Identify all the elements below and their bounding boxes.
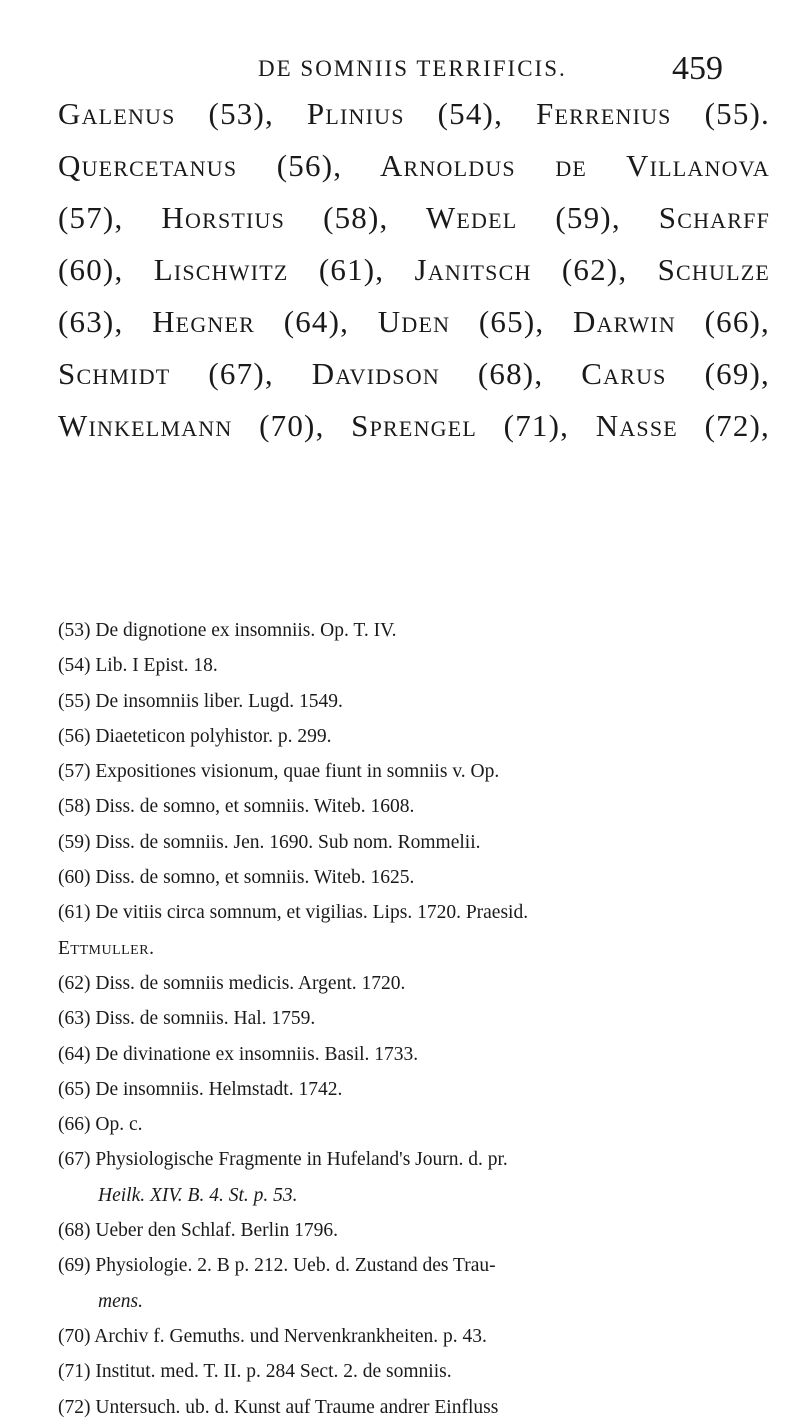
footnote-58: (58) Diss. de somno, et somniis. Witeb. 1608. [58, 796, 415, 818]
main-text-line: (57), Horstius (58), Wedel (59), Scharff [58, 200, 770, 235]
footnote-67: (67) Physiologische Fragmente in Hufeland's Journ. d. pr. [58, 1149, 508, 1171]
running-title: DE SOMNIIS TERRIFICIS. [258, 56, 567, 81]
footnote-57: (57) Expositiones visionum, quae fiunt in somniis v. Op. [58, 761, 500, 783]
footnote-55: (55) De insomniis liber. Lugd. 1549. [58, 690, 343, 712]
footnote-64: (64) De divinatione ex insomniis. Basil. 1733. [58, 1043, 419, 1065]
footnotes [58, 613, 770, 1425]
footnote-65: (65) De insomniis. Helmstadt. 1742. [58, 1078, 343, 1100]
page-number: 459 [672, 50, 723, 87]
main-text-line: Galenus (53), Plinius (54), Ferrenius (55). [58, 96, 770, 131]
footnote-61-continuation: Ettmuller. [58, 937, 155, 959]
footnote-56: (56) Diaeteticon polyhistor. p. 299. [58, 725, 332, 747]
footnote-72: (72) Untersuch. ub. d. Kunst auf Traume andrer Einfluss [58, 1396, 499, 1418]
footnote-66: (66) Op. c. [58, 1114, 143, 1136]
footnote-67-continuation: Heilk. XIV. B. 4. St. p. 53. [98, 1184, 298, 1206]
footnote-59: (59) Diss. de somniis. Jen. 1690. Sub nom. Rommelii. [58, 831, 481, 853]
footnote-69-continuation: mens. [98, 1290, 143, 1312]
footnote-54: (54) Lib. I Epist. 18. [58, 655, 218, 677]
footnote-62: (62) Diss. de somniis medicis. Argent. 1720. [58, 972, 406, 994]
footnote-61: (61) De vitiis circa somnum, et vigilias. Lips. 1720. Praesid. [58, 902, 529, 924]
footnote-60: (60) Diss. de somno, et somniis. Witeb. 1625. [58, 867, 415, 889]
main-text-block [58, 88, 770, 452]
main-text-line: Schmidt (67), Davidson (68), Carus (69), [58, 356, 770, 391]
main-text-line: (60), Lischwitz (61), Janitsch (62), Schulze [58, 252, 770, 287]
footnote-71: (71) Institut. med. T. II. p. 284 Sect. 2. de somniis. [58, 1361, 452, 1383]
main-text-line: Quercetanus (56), Arnoldus de Villanova [58, 148, 770, 183]
footnote-63: (63) Diss. de somniis. Hal. 1759. [58, 1008, 316, 1030]
footnote-69: (69) Physiologie. 2. B p. 212. Ueb. d. Zustand des Trau- [58, 1255, 496, 1277]
main-text-line: (63), Hegner (64), Uden (65), Darwin (66), [58, 304, 770, 339]
footnote-68: (68) Ueber den Schlaf. Berlin 1796. [58, 1220, 338, 1242]
main-text-line: Winkelmann (70), Sprengel (71), Nasse (72), [58, 408, 770, 443]
footnote-70: (70) Archiv f. Gemuths. und Nervenkrankheiten. p. 43. [58, 1325, 487, 1347]
footnote-53: (53) De dignotione ex insomniis. Op. T. IV. [58, 620, 397, 641]
